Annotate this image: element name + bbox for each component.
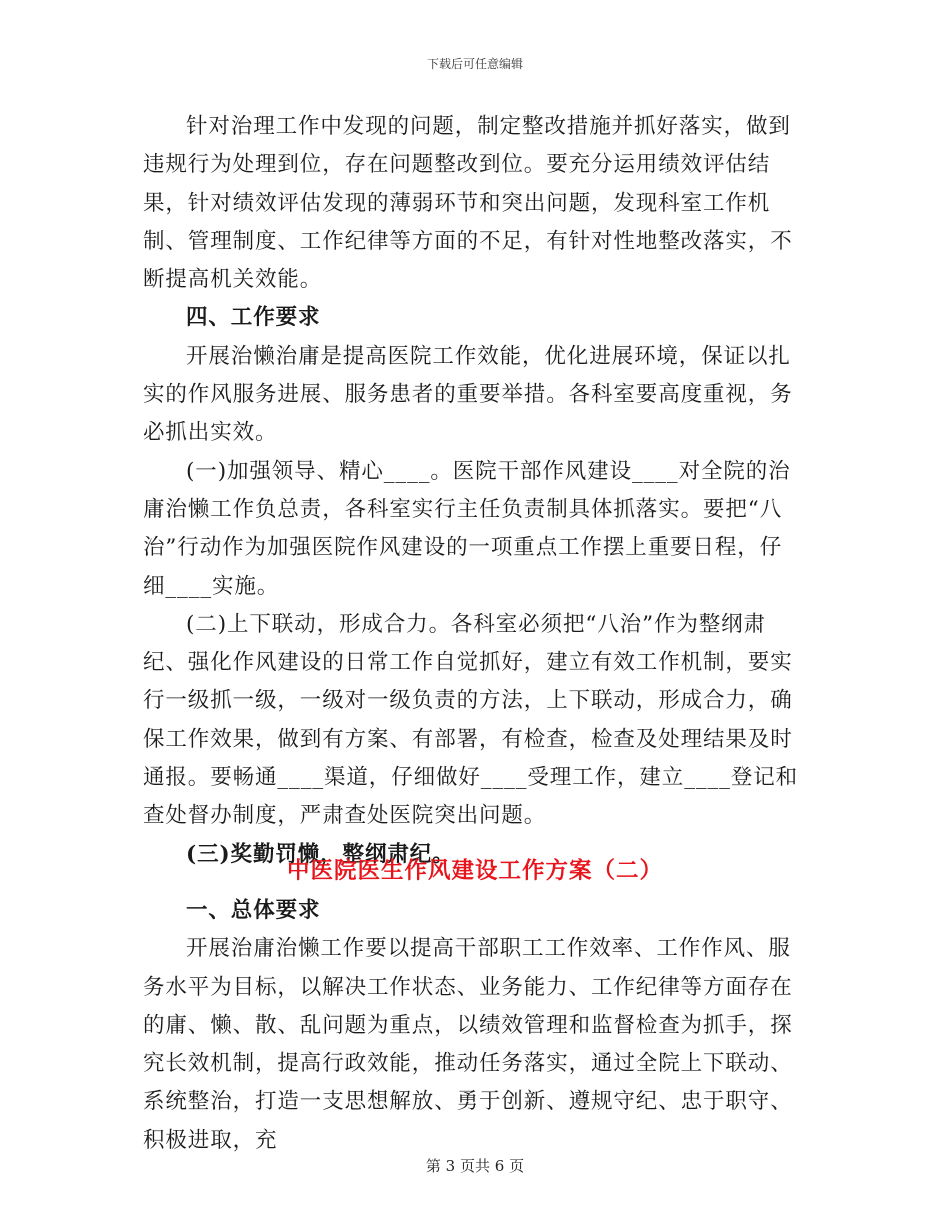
- page-number: 第 3 页共 6 页: [425, 1157, 525, 1175]
- page-header: 下载后可任意编辑: [426, 57, 523, 71]
- heading-reward-punish: (三)奖勤罚懒，整纲肃纪。: [186, 841, 455, 867]
- paragraph-coordination: (二)上下联动，形成合力。各科室必须把“八治”作为整纲肃纪、强化作风建设的日常工作自觉抓好，建立有效工作机制，要实行一级抓一级，一级对一级负责的方法，上下联动，形成合力，确保工作效果，做到有方案、有部署，有检查，检查及处理结果及时通报。要畅通____渠道，仔细做好____受理工作，建立____登记和查处督办制度，严肃查处医院突出问题。: [143, 611, 799, 829]
- document-title: 中医院医生作风建设工作方案（二）: [286, 858, 663, 884]
- heading-work-requirements: 四、工作要求: [186, 305, 321, 331]
- document-body-bottom: [143, 892, 803, 1160]
- paragraph-requirements-intro: 开展治懒治庸是提高医院工作效能，优化进展环境，保证以扎实的作风服务进展、服务患者的重要举措。各科室要高度重视，务必抓出实效。: [143, 343, 793, 446]
- heading-general-requirements: 一、总体要求: [186, 898, 321, 923]
- paragraph-rectification: 针对治理工作中发现的问题，制定整改措施并抓好落实，做到违规行为处理到位，存在问题整改到位。要充分运用绩效评估结果，针对绩效评估发现的薄弱环节和突出问题，发现科室工作机制、管理制度、工作纪律等方面的不足，有针对性地整改落实，不断提高机关效能。: [143, 114, 793, 293]
- document-body-top: [143, 108, 803, 874]
- paragraph-general-requirements: 开展治庸治懒工作要以提高干部职工工作效率、工作作风、服务水平为目标，以解决工作状态、业务能力、工作纪律等方面存在的庸、懒、散、乱问题为重点，以绩效管理和监督检查为抓手，探究长效机制，提高行政效能，推动任务落实，通过全院上下联动、系统整治，打造一支思想解放、勇于创新、遵规守纪、忠于职守、积极进取，充: [143, 936, 793, 1153]
- paragraph-leadership: (一)加强领导、精心____。医院干部作风建设____对全院的治庸治懒工作负总责，各科室实行主任负责制具体抓落实。要把“八治”行动作为加强医院作风建设的一项重点工作摆上重要日程，仔细____实施。: [143, 458, 791, 599]
